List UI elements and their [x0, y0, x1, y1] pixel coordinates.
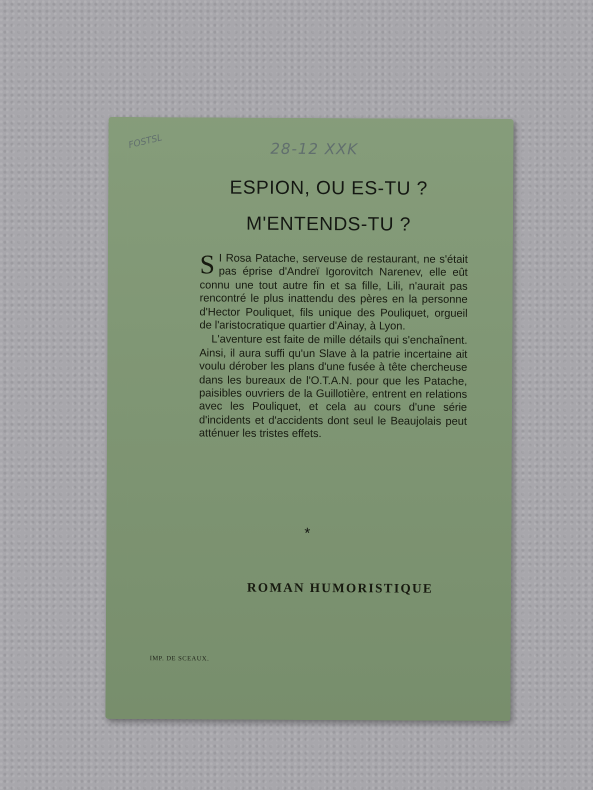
genre-label: ROMAN HUMORISTIQUE — [246, 579, 434, 596]
printer-imprint: IMP. DE SCEAUX. — [149, 655, 210, 663]
blurb-paragraph-1: SI Rosa Patache, serveuse de restaurant, ne s'était pas éprise d'Andreï Igorovitch Narenev, elle eût connu une tout autre fin et sa fille, Lili, n'aurait pas rencontré le plus inattendu des pères en la personne d'Hector Pouliquet, fils unique des Pouliquet, orgueil de l'aristocratique quartier d'Ainay, à Lyon. — [199, 249, 468, 333]
book-back-cover — [105, 117, 513, 721]
blurb-text — [198, 249, 468, 442]
handwritten-note-right: 28-12 XXK — [270, 139, 359, 159]
blurb-paragraph-2: L'aventure est faite de mille détails qui s'enchaînent. Ainsi, il aura suffi qu'un Slave à la patrie incertaine ait voulu dérober les plans d'une fusée à tête chercheuse dans les bureaux de l'O.T.A.N. pour que les Patache, paisibles ouvriers de la Guillotière, entrent en relations avec les Pouliquet, et cela au cours d'une série d'incidents et d'accidents dont seul le Beaujolais peut atténuer les tristes effets. — [198, 333, 468, 441]
title-line-1: ESPION, OU ES-TU ? — [229, 177, 428, 200]
title-line-2: M'ENTENDS-TU ? — [246, 213, 411, 236]
handwritten-note-left: FOSTSL — [127, 133, 164, 152]
ornament-asterisk: * — [304, 524, 311, 543]
